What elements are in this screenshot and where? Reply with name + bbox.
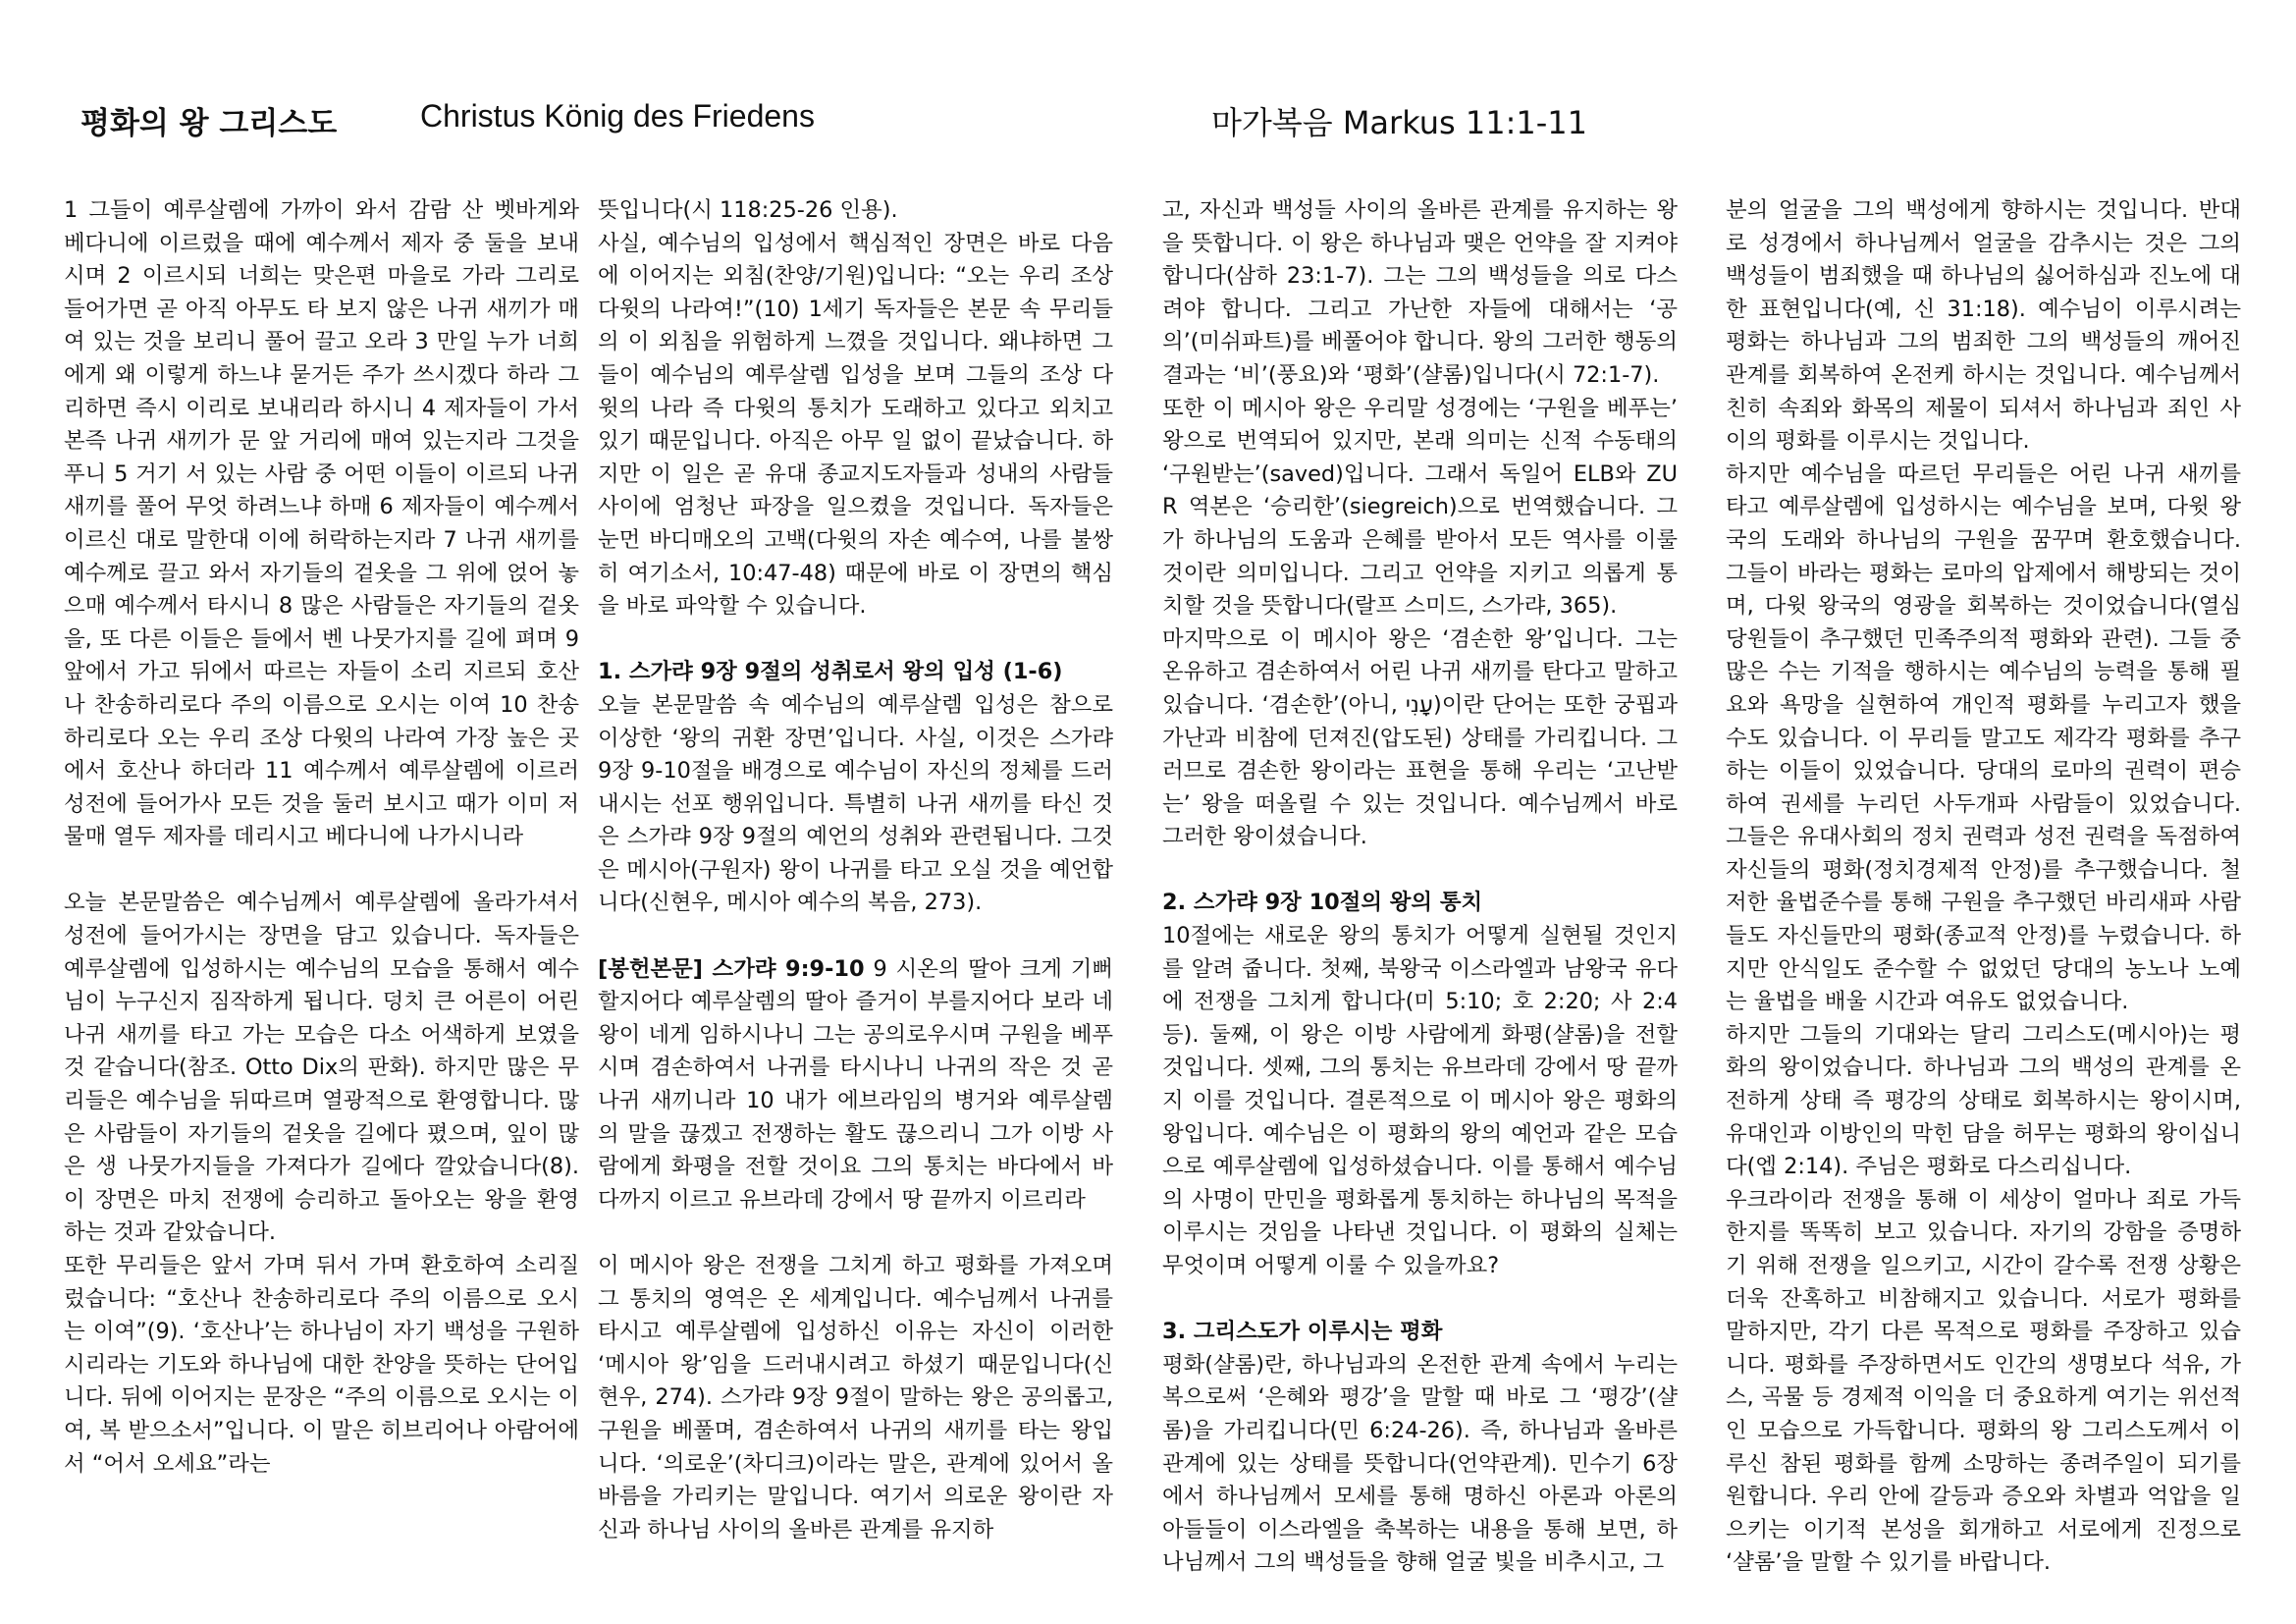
paragraph: 사실, 예수님의 입성에서 핵심적인 장면은 바로 다음에 이어지는 외침(찬양/기원)입니다: “오는 우리 조상 다윗의 나라여!”(10) 1세기 독자들은 본문 속 무리들의 이 외침을 위험하게 느꼈을 것입니다. 왜냐하면 그들이 예수님의 예루살렘 입성을 보며 그들의 조상 다윗의 나라 즉 다윗의 통치가 도래하고 있다고 외치고 있기 때문입니다. 아직은 아무 일 없이 끝났습니다. 하지만 이 일은 곧 유대 종교지도자들과 성내의 사람들 사이에 엄청난 파장을 일으켰을 것입니다. 독자들은 눈먼 바디매오의 고백(다윗의 자손 예수여, 나를 불쌍히 여기소서, 10:47-48) 때문에 바로 이 장면의 핵심을 바로 파악할 수 있습니다. [598,230,1113,620]
paragraph: 10절에는 새로운 왕의 통치가 어떻게 실현될 것인지를 알려 줍니다. 첫째, 북왕국 이스라엘과 남왕국 유다에 전쟁을 그치게 합니다(미 5:10; 호 2:20; 사 2:4 등). 둘째, 이 왕은 이방 사람에게 화평(샬롬)을 전할 것입니다. 셋째, 그의 통치는 유브라데 강에서 땅 끝까지 이를 것입니다. 결론적으로 이 메시아 왕은 평화의 왕입니다. 예수님은 이 평화의 왕의 예언과 같은 모습으로 예루살렘에 입성하셨습니다. 이를 통해서 예수님의 사명이 만민을 평화롭게 통치하는 하나님의 목적을 이루시는 것임을 나타낸 것입니다. 이 평화의 실체는 무엇이며 어떻게 이룰 수 있을까요? [1162,923,1678,1278]
paragraph-gap [598,623,1113,657]
text-column-1 [64,194,579,1589]
paragraph-gap [598,920,1113,953]
offering-text-label: [봉헌본문] 스가랴 9:9-10 [598,955,865,982]
paragraph-gap [1162,1283,1678,1317]
paragraph: 하지만 예수님을 따르던 무리들은 어린 나귀 새끼를 타고 예루살렘에 입성하시는 예수님을 보며, 다윗 왕국의 도래와 하나님의 구원을 꿈꾸며 환호했습니다. 그들이 바라는 평화는 로마의 압제에서 해방되는 것이며, 다윗 왕국의 영광을 회복하는 것이었습니다(열심당원들이 추구했던 민족주의적 평화와 관련). 그들 중 많은 수는 기적을 행하시는 예수님의 능력을 통해 필요와 욕망을 실현하여 개인적 평화를 누리고자 했을 수도 있습니다. 이 무리들 말고도 제각각 평화를 추구하는 이들이 있었습니다. 당대의 로마의 권력이 편승하여 권세를 누리던 사두개파 사람들이 있었습니다. 그들은 유대사회의 정치 권력과 성전 권력을 독점하여 자신들의 평화(정치경제적 안정)를 추구했습니다. 철저한 율법준수를 통해 구원을 추구했던 바리새파 사람들도 자신들만의 평화(종교적 안정)를 누렸습니다. 하지만 안식일도 준수할 수 없었던 당대의 농노나 노예는 율법을 배울 시간과 여유도 없었습니다. [1726,460,2241,1015]
title-german: Christus König des Friedens [420,98,815,134]
paragraph: 이 메시아 왕은 전쟁을 그치게 하고 평화를 가져오며 그 통치의 영역은 온 세계입니다. 예수님께서 나귀를 타시고 예루살렘에 입성하신 이유는 자신이 이러한 ‘메시아 왕’임을 드러내시려고 하셨기 때문입니다(신현우, 274). 스가랴 9장 9절이 말하는 왕은 공의롭고, 구원을 베풀며, 겸손하여서 나귀의 새끼를 타는 왕입니다. ‘의로운’(차디크)이라는 말은, 관계에 있어서 올바름을 가리키는 말입니다. 여기서 의로운 왕이란 자신과 하나님 사이의 올바른 관계를 유지하 [598,1253,1113,1543]
paragraph: 마지막으로 이 메시아 왕은 ‘겸손한 왕’입니다. 그는 온유하고 겸손하여서 어린 나귀 새끼를 탄다고 말하고 있습니다. ‘겸손한’(아니, עָנִי)이란 단어는 또한 궁핍과 가난과 비참에 던져진(압도된) 상태를 가리킵니다. 그러므로 겸손한 왕이라는 표현을 통해 우리는 ‘고난받는’ 왕을 떠올릴 수 있는 것입니다. 예수님께서 바로 그러한 왕이셨습니다. [1162,625,1678,850]
section-heading: 1. 스가랴 9장 9절의 성취로서 왕의 입성 (1-6) [598,659,1063,685]
paragraph: 또한 무리들은 앞서 가며 뒤서 가며 환호하여 소리질렀습니다: “호산나 찬송하리로다 주의 이름으로 오시는 이여”(9). ‘호산나’는 하나님이 자기 백성을 구원하시리라는 기도와 하나님에 대한 찬양을 뜻하는 단어입니다. 뒤에 이어지는 문장은 “주의 이름으로 오시는 이여, 복 받으소서”입니다. 이 말은 히브리어나 아람어에서 “어서 오세요”라는 [64,1253,579,1477]
section-heading: 3. 그리스도가 이루시는 평화 [1162,1319,1443,1345]
text-column-4 [1726,194,2241,1589]
paragraph: 오늘 본문말씀은 예수님께서 예루살렘에 올라가셔서 성전에 들어가시는 장면을 담고 있습니다. 독자들은 예루살렘에 입성하시는 예수님의 모습을 통해서 예수님이 누구신지 짐작하게 됩니다. 덩치 큰 어른이 어린 나귀 새끼를 타고 가는 모습은 다소 어색하게 보였을 것 같습니다(참조. Otto Dix의 판화). 하지만 많은 무리들은 예수님을 뒤따르며 열광적으로 환영합니다. 많은 사람들이 자기들의 겉옷을 길에다 폈으며, 잎이 많은 생 나뭇가지들을 가져다가 길에다 깔았습니다(8). 이 장면은 마치 전쟁에 승리하고 돌아오는 왕을 환영 하는 것과 같았습니다. [64,890,579,1246]
paragraph: 또한 이 메시아 왕은 우리말 성경에는 ‘구원을 베푸는’ 왕으로 번역되어 있지만, 본래 의미는 신적 수동태의 ‘구원받는’(saved)입니다. 그래서 독일어 ELB와 ZUR 역본은 ‘승리한’(siegreich)으로 번역했습니다. 그가 하나님의 도움과 은혜를 받아서 모든 역사를 이룰 것이란 의미입니다. 그리고 언약을 지키고 의롭게 통치할 것을 뜻합니다(랄프 스미드, 스가랴, 365). [1162,395,1678,620]
paragraph: [봉헌본문] 스가랴 9:9-10 9 시온의 딸아 크게 기뻐할지어다 예루살렘의 딸아 즐거이 부를지어다 보라 네 왕이 네게 임하시나니 그는 공의로우시며 구원을 베푸시며 겸손하여서 나귀를 타시나니 나귀의 작은 것 곧 나귀 새끼니라 10 내가 에브라임의 병거와 예루살렘의 말을 끊겠고 전쟁하는 활도 끊으리니 그가 이방 사람에게 화평을 전할 것이요 그의 통치는 바다에서 바다까지 이르고 유브라데 강에서 땅 끝까지 이르리라 [598,955,1113,1213]
paragraph-gap [64,854,579,888]
page-header [0,98,2296,157]
paragraph: 1 그들이 예루살렘에 가까이 와서 감람 산 벳바게와 베다니에 이르렀을 때에 예수께서 제자 중 둘을 보내시며 2 이르시되 너희는 맞은편 마을로 가라 그리로 들어가면 곧 아직 아무도 타 보지 않은 나귀 새끼가 매여 있는 것을 보리니 풀어 끌고 오라 3 만일 누가 너희에게 왜 이렇게 하느냐 묻거든 주가 쓰시겠다 하라 그리하면 즉시 이리로 보내리라 하시니 4 제자들이 가서 본즉 나귀 새끼가 문 앞 거리에 매여 있는지라 그것을 푸니 5 거기 서 있는 사람 중 어떤 이들이 이르되 나귀 새끼를 풀어 무엇 하려느냐 하매 6 제자들이 예수께서 이르신 대로 말한대 이에 허락하는지라 7 나귀 새끼를 예수께로 끌고 와서 자기들의 겉옷을 그 위에 얹어 놓으매 예수께서 타시니 8 많은 사람들은 자기들의 겉옷을, 또 다른 이들은 들에서 벤 나뭇가지를 길에 펴며 9 앞에서 가고 뒤에서 따르는 자들이 소리 지르되 호산나 찬송하리로다 주의 이름으로 오시는 이여 10 찬송하리로다 오는 우리 조상 다윗의 나라여 가장 높은 곳에서 호산나 하더라 11 예수께서 예루살렘에 이르러 성전에 들어가사 모든 것을 둘러 보시고 때가 이미 저물매 열두 제자를 데리시고 베다니에 나가시니라 [64,197,579,850]
paragraph: 평화(샬롬)란, 하나님과의 온전한 관계 속에서 누리는 복으로써 ‘은혜와 평강’을 말할 때 바로 그 ‘평강’(샬롬)을 가리킵니다(민 6:24-26). 즉, 하나님과 올바른 관계에 있는 상태를 뜻합니다(언약관계). 민수기 6장에서 하나님께서 모세를 통해 명하신 아론과 아론의 아들들이 이스라엘을 축복하는 내용을 통해 보면, 하나님께서 그의 백성들을 향해 얼굴 빛을 비추시고, 그 [1162,1351,1678,1576]
paragraph: 우크라이라 전쟁을 통해 이 세상이 얼마나 죄로 가득한지를 똑똑히 보고 있습니다. 자기의 강함을 증명하기 위해 전쟁을 일으키고, 시간이 갈수록 전쟁 상황은 더욱 잔혹하고 비참해지고 있습니다. 서로가 평화를 말하지만, 각기 다른 목적으로 평화를 주장하고 있습니다. 평화를 주장하면서도 인간의 생명보다 석유, 가스, 곡물 등 경제적 이익을 더 중요하게 여기는 위선적인 모습으로 가득합니다. 평화의 왕 그리스도께서 이루신 참된 평화를 함께 소망하는 종려주일이 되기를 원합니다. 우리 안에 갈등과 증오와 차별과 억압을 일으키는 이기적 본성을 회개하고 서로에게 진정으로 ‘샬롬’을 말할 수 있기를 바랍니다. [1726,1186,2241,1576]
scripture-reference: 마가복음 Markus 11:1-11 [1211,104,1587,141]
paragraph: 고, 자신과 백성들 사이의 올바른 관계를 유지하는 왕을 뜻합니다. 이 왕은 하나님과 맺은 언약을 잘 지켜야 합니다(삼하 23:1-7). 그는 그의 백성들을 의로 다스려야 합니다. 그리고 가난한 자들에 대해서는 ‘공의’(미쉬파트)를 베풀어야 합니다. 왕의 그러한 행동의 결과는 ‘비’(풍요)와 ‘평화’(샬롬)입니다(시 72:1-7). [1162,197,1678,388]
paragraph: 분의 얼굴을 그의 백성에게 향하시는 것입니다. 반대로 성경에서 하나님께서 얼굴을 감추시는 것은 그의 백성들이 범죄했을 때 하나님의 싫어하심과 진노에 대한 표현입니다(예, 신 31:18). 예수님이 이루시려는 평화는 하나님과 그의 범죄한 그의 백성들의 깨어진 관계를 회복하여 온전케 하시는 것입니다. 예수님께서 친히 속죄와 화목의 제물이 되셔서 하나님과 죄인 사이의 평화를 이루시는 것입니다. [1726,197,2241,455]
text-column-3 [1162,194,1678,1589]
paragraph: 하지만 그들의 기대와는 달리 그리스도(메시아)는 평화의 왕이었습니다. 하나님과 그의 백성의 관계를 온전하게 상태 즉 평강의 상태로 회복하시는 왕이시며, 유대인과 이방인의 막힌 담을 허무는 평화의 왕이십니다(엡 2:14). 주님은 평화로 다스리십니다. [1726,1021,2241,1180]
paragraph: 오늘 본문말씀 속 예수님의 예루살렘 입성은 참으로 이상한 ‘왕의 귀환 장면’입니다. 사실, 이것은 스가랴 9장 9-10절을 배경으로 예수님이 자신의 정체를 드러내시는 선포 행위입니다. 특별히 나귀 새끼를 타신 것은 스가랴 9장 9절의 예언의 성취와 관련됩니다. 그것은 메시아(구원자) 왕이 나귀를 타고 오실 것을 예언합니다(신현우, 메시아 예수의 복음, 273). [598,691,1113,916]
text-column-2 [598,194,1113,1589]
paragraph: 뜻입니다(시 118:25-26 인용). [598,197,898,223]
paragraph-gap [598,1217,1113,1250]
title-korean: 평화의 왕 그리스도 [80,106,338,141]
paragraph-gap [1162,854,1678,888]
section-heading: 2. 스가랴 9장 10절의 왕의 통치 [1162,890,1483,916]
